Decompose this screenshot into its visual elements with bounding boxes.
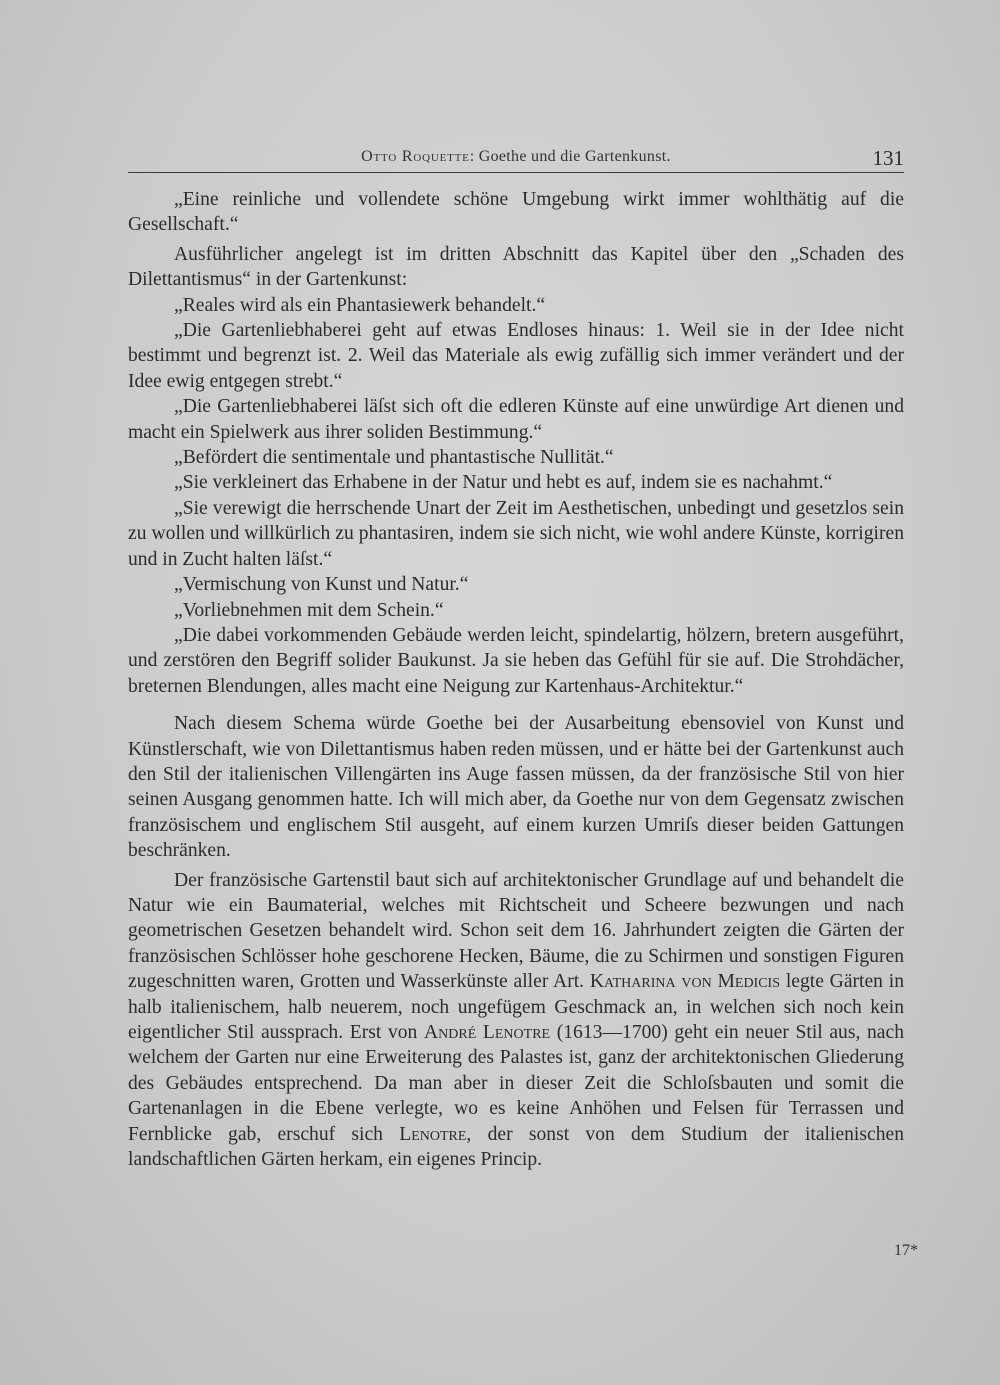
name-andre-lenotre: André Lenotre	[424, 1022, 551, 1043]
french-style-part-2: legte Gärten in halb italienischem, halb neuerem, noch ungefügem Geschmack an, in welchen sich noch kein eigentlicher Stil aussprach. Erst von	[128, 971, 905, 1043]
paragraph-1: „Eine reinliche und vollendete schöne Umgebung wirkt immer wohlthätig auf die Gesellschaft.“	[128, 189, 904, 236]
french-style-part-4: , der sonst von dem Studium der italienischen landschaftlichen Gärten herkam, ein eigenes Princip.	[128, 1123, 904, 1171]
body-text	[128, 187, 904, 1172]
quote-5: „Sie verkleinert das Erhabene in der Natur und hebt es auf, indem sie es nachahmt.“	[174, 472, 833, 494]
running-header	[128, 146, 904, 173]
paragraph-schema: Nach diesem Schema würde Goethe bei der Ausarbeitung ebensoviel von Kunst und Künstlerschaft, wie von Dilettantismus haben reden müssen, und er hätte bei der Gartenkunst auch den Stil der italienischen Villengärten ins Auge fassen müssen, da der französische Stil von hier seinen Ausgang genommen hatte. Ich will mich aber, da Goethe nur von dem Gegensatz zwischen französischem und englischem Stil ausgeht, auf einem kurzen Umriſs dieser beiden Gattungen beschränken.	[128, 713, 904, 862]
quote-2: „Die Gartenliebhaberei geht auf etwas Endloses hinaus: 1. Weil sie in der Idee nicht bestimmt und begrenzt ist. 2. Weil das Materiale als ewig zufällig sich immer verändert und der Idee ewig entgegen strebt.“	[128, 320, 904, 392]
signature-mark: 17*	[894, 1242, 918, 1259]
french-style-part-1: Der französische Gartenstil baut sich auf architektonischer Grundlage auf und behandelt die Natur wie ein Baumaterial, welches mit Richtscheit und Scheere bezwungen und nach geometrischen Gesetzen behandelt wird. Schon seit dem 16. Jahrhundert zeigten die Gärten der französischen Schlösser hohe geschorene Hecken, Bäume, die zu Schirmen und sonstigen Figuren zugeschnitten waren, Grotten und Wasserkünste aller Art.	[128, 869, 904, 993]
quote-7: „Vermischung von Kunst und Natur.“	[174, 574, 469, 596]
name-katharina-von-medicis: Katharina von Medicis	[589, 971, 781, 993]
paragraph-2: Ausführlicher angelegt ist im dritten Abschnitt das Kapitel über den „Schaden des Dilettantismus“ in der Gartenkunst:	[128, 243, 904, 291]
header-title: Otto Roquette: Goethe und die Gartenkunst.	[361, 148, 671, 165]
quote-9: „Die dabei vorkommenden Gebäude werden leicht, spindelartig, hölzern, bretern ausgeführt, und zerstören den Begriff solider Baukunst. Ja sie heben das Gefühl für sie auf. Die Strohdächer, breternen Blendungen, alles macht eine Neigung zur Kartenhaus-Architektur.“	[128, 624, 904, 697]
name-lenotre: Lenotre	[399, 1123, 467, 1145]
header-author: Otto Roquette	[361, 148, 470, 165]
page-number: 131	[872, 146, 904, 170]
quote-3: „Die Gartenliebhaberei läſst sich oft die edleren Künste auf eine unwürdige Art dienen und macht ein Spielwerk aus ihrer soliden Bestimmung.“	[128, 396, 904, 443]
french-style-part-3: (1613—1700) geht ein neuer Stil aus, nach welchem der Garten nur eine Erweiterung des Palastes ist, ganz der architektonischen Gliederung des Gebäudes entsprechend. Da man aber in dieser Zeit die Schloſsbauten und somit die Gartenanlagen in die Ebene verlegte, wo es keine Anhöhen und Felsen für Terrassen und Fernblicke gab, erschuf sich	[128, 1022, 904, 1145]
paragraph-french-style	[128, 868, 904, 1173]
quote-4: „Befördert die sentimentale und phantastische Nullität.“	[174, 447, 614, 469]
quote-1: „Reales wird als ein Phantasiewerk behandelt.“	[174, 294, 546, 316]
header-work-title: Goethe und die Gartenkunst.	[478, 148, 671, 165]
quote-6: „Sie verewigt die herrschende Unart der Zeit im Aesthetischen, unbedingt und gesetzlos sein zu wollen und willkürlich zu phantasiren, indem sie sich nicht, wie wohl andere Künste, korrigiren und in Zucht halten läſst.“	[128, 497, 904, 570]
quote-8: „Vorliebnehmen mit dem Schein.“	[174, 599, 444, 621]
